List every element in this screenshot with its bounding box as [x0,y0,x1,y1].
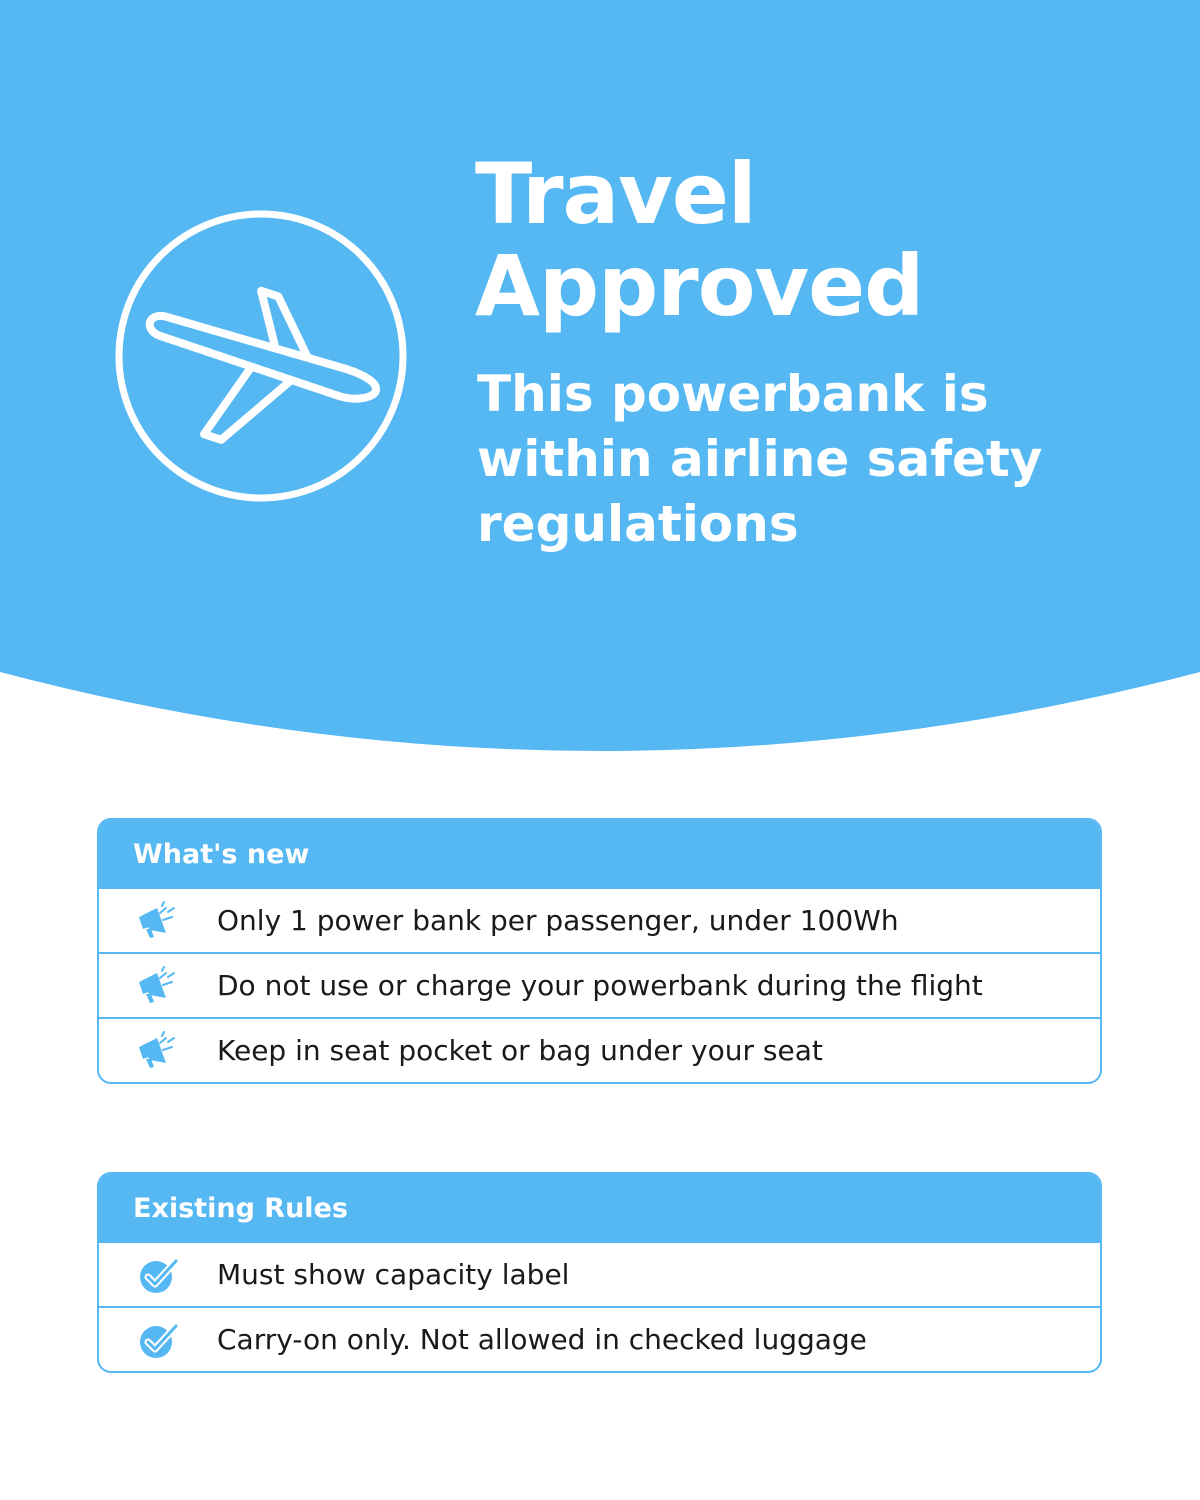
whats-new-header: What's new [99,820,1100,887]
megaphone-icon [99,962,217,1010]
rule-text: Do not use or charge your powerbank during the flight [217,969,983,1002]
hero-title: Travel Approved [475,145,924,335]
check-circle-icon [99,1251,217,1299]
list-item [99,1017,1100,1082]
rule-text: Must show capacity label [217,1258,570,1291]
list-item [99,887,1100,952]
list-item [99,1241,1100,1306]
airplane-badge [115,210,407,502]
list-item [99,952,1100,1017]
airplane-icon [122,261,394,480]
existing-rules-header: Existing Rules [99,1174,1100,1241]
megaphone-icon [99,897,217,945]
megaphone-icon [99,1027,217,1075]
rule-text: Carry-on only. Not allowed in checked luggage [217,1323,867,1356]
existing-rules-panel [97,1172,1102,1373]
check-circle-icon [99,1316,217,1364]
whats-new-panel [97,818,1102,1084]
rule-text: Keep in seat pocket or bag under your seat [217,1034,823,1067]
hero-subtitle: This powerbank is within airline safety regulations [477,365,1043,553]
rule-text: Only 1 power bank per passenger, under 100Wh [217,904,899,937]
list-item [99,1306,1100,1371]
